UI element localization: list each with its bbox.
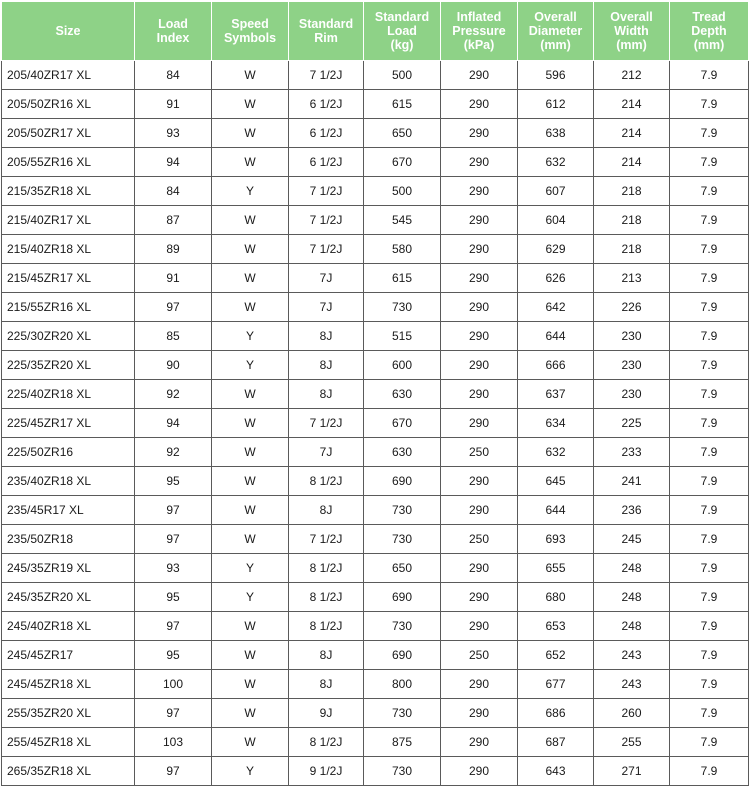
column-header-tread-depth: Tread Depth (mm) <box>670 2 749 61</box>
overall-width-cell: 218 <box>594 235 670 264</box>
table-row <box>2 148 749 177</box>
tread-depth-cell: 7.9 <box>670 583 749 612</box>
inflated-pressure-cell: 290 <box>441 757 518 786</box>
standard-rim-cell: 8 1/2J <box>289 728 364 757</box>
overall-diameter-cell: 637 <box>518 380 594 409</box>
overall-diameter-cell: 643 <box>518 757 594 786</box>
load-index-cell: 97 <box>135 757 212 786</box>
overall-width-cell: 214 <box>594 90 670 119</box>
overall-width-cell: 255 <box>594 728 670 757</box>
column-header-load-index: Load Index <box>135 2 212 61</box>
table-row <box>2 554 749 583</box>
standard-load-cell: 500 <box>364 61 441 90</box>
speed-symbol-cell: W <box>212 699 289 728</box>
standard-load-cell: 500 <box>364 177 441 206</box>
tread-depth-cell: 7.9 <box>670 322 749 351</box>
inflated-pressure-cell: 290 <box>441 119 518 148</box>
standard-rim-cell: 8J <box>289 322 364 351</box>
tread-depth-cell: 7.9 <box>670 119 749 148</box>
speed-symbol-cell: Y <box>212 583 289 612</box>
overall-diameter-cell: 632 <box>518 438 594 467</box>
standard-load-cell: 730 <box>364 699 441 728</box>
size-cell: 235/40ZR18 XL <box>2 467 135 496</box>
inflated-pressure-cell: 290 <box>441 583 518 612</box>
standard-rim-cell: 8J <box>289 380 364 409</box>
speed-symbol-cell: W <box>212 148 289 177</box>
overall-width-cell: 233 <box>594 438 670 467</box>
tread-depth-cell: 7.9 <box>670 264 749 293</box>
tread-depth-cell: 7.9 <box>670 525 749 554</box>
table-row <box>2 206 749 235</box>
standard-load-cell: 630 <box>364 380 441 409</box>
tread-depth-cell: 7.9 <box>670 177 749 206</box>
size-cell: 215/40ZR17 XL <box>2 206 135 235</box>
size-cell: 245/40ZR18 XL <box>2 612 135 641</box>
tread-depth-cell: 7.9 <box>670 206 749 235</box>
table-body <box>2 61 749 786</box>
tread-depth-cell: 7.9 <box>670 670 749 699</box>
inflated-pressure-cell: 290 <box>441 380 518 409</box>
standard-load-cell: 615 <box>364 90 441 119</box>
table-row <box>2 409 749 438</box>
standard-rim-cell: 7J <box>289 438 364 467</box>
table-row <box>2 380 749 409</box>
load-index-cell: 92 <box>135 438 212 467</box>
table-row <box>2 496 749 525</box>
overall-width-cell: 230 <box>594 322 670 351</box>
tread-depth-cell: 7.9 <box>670 90 749 119</box>
standard-load-cell: 875 <box>364 728 441 757</box>
load-index-cell: 87 <box>135 206 212 235</box>
overall-diameter-cell: 666 <box>518 351 594 380</box>
table-row <box>2 90 749 119</box>
size-cell: 225/35ZR20 XL <box>2 351 135 380</box>
table-row <box>2 670 749 699</box>
load-index-cell: 103 <box>135 728 212 757</box>
size-cell: 215/45ZR17 XL <box>2 264 135 293</box>
size-cell: 255/35ZR20 XL <box>2 699 135 728</box>
overall-diameter-cell: 638 <box>518 119 594 148</box>
inflated-pressure-cell: 290 <box>441 728 518 757</box>
overall-diameter-cell: 634 <box>518 409 594 438</box>
load-index-cell: 94 <box>135 148 212 177</box>
speed-symbol-cell: W <box>212 206 289 235</box>
load-index-cell: 93 <box>135 554 212 583</box>
speed-symbol-cell: Y <box>212 322 289 351</box>
speed-symbol-cell: W <box>212 409 289 438</box>
overall-width-cell: 226 <box>594 293 670 322</box>
standard-rim-cell: 6 1/2J <box>289 148 364 177</box>
size-cell: 215/55ZR16 XL <box>2 293 135 322</box>
overall-diameter-cell: 652 <box>518 641 594 670</box>
load-index-cell: 95 <box>135 467 212 496</box>
inflated-pressure-cell: 290 <box>441 293 518 322</box>
load-index-cell: 94 <box>135 409 212 438</box>
overall-diameter-cell: 645 <box>518 467 594 496</box>
inflated-pressure-cell: 290 <box>441 90 518 119</box>
tread-depth-cell: 7.9 <box>670 641 749 670</box>
table-row <box>2 119 749 148</box>
size-cell: 245/45ZR17 <box>2 641 135 670</box>
standard-load-cell: 690 <box>364 583 441 612</box>
inflated-pressure-cell: 290 <box>441 206 518 235</box>
table-row <box>2 235 749 264</box>
load-index-cell: 92 <box>135 380 212 409</box>
size-cell: 245/35ZR19 XL <box>2 554 135 583</box>
overall-diameter-cell: 632 <box>518 148 594 177</box>
size-cell: 265/35ZR18 XL <box>2 757 135 786</box>
overall-diameter-cell: 653 <box>518 612 594 641</box>
speed-symbol-cell: W <box>212 380 289 409</box>
standard-rim-cell: 8 1/2J <box>289 467 364 496</box>
standard-rim-cell: 7 1/2J <box>289 177 364 206</box>
speed-symbol-cell: W <box>212 264 289 293</box>
inflated-pressure-cell: 250 <box>441 641 518 670</box>
tread-depth-cell: 7.9 <box>670 699 749 728</box>
tread-depth-cell: 7.9 <box>670 148 749 177</box>
table-row <box>2 728 749 757</box>
overall-width-cell: 213 <box>594 264 670 293</box>
speed-symbol-cell: W <box>212 119 289 148</box>
inflated-pressure-cell: 290 <box>441 554 518 583</box>
overall-diameter-cell: 693 <box>518 525 594 554</box>
size-cell: 215/40ZR18 XL <box>2 235 135 264</box>
size-cell: 215/35ZR18 XL <box>2 177 135 206</box>
overall-width-cell: 241 <box>594 467 670 496</box>
column-header-size: Size <box>2 2 135 61</box>
overall-width-cell: 248 <box>594 612 670 641</box>
standard-rim-cell: 7J <box>289 293 364 322</box>
load-index-cell: 84 <box>135 61 212 90</box>
table-row <box>2 583 749 612</box>
load-index-cell: 95 <box>135 641 212 670</box>
standard-load-cell: 670 <box>364 148 441 177</box>
load-index-cell: 97 <box>135 496 212 525</box>
overall-width-cell: 225 <box>594 409 670 438</box>
tread-depth-cell: 7.9 <box>670 757 749 786</box>
overall-diameter-cell: 604 <box>518 206 594 235</box>
standard-rim-cell: 7 1/2J <box>289 525 364 554</box>
inflated-pressure-cell: 290 <box>441 699 518 728</box>
load-index-cell: 91 <box>135 264 212 293</box>
speed-symbol-cell: W <box>212 235 289 264</box>
overall-width-cell: 243 <box>594 641 670 670</box>
speed-symbol-cell: W <box>212 293 289 322</box>
overall-diameter-cell: 677 <box>518 670 594 699</box>
speed-symbol-cell: W <box>212 438 289 467</box>
standard-rim-cell: 6 1/2J <box>289 90 364 119</box>
size-cell: 245/45ZR18 XL <box>2 670 135 699</box>
table-row <box>2 612 749 641</box>
tread-depth-cell: 7.9 <box>670 467 749 496</box>
load-index-cell: 97 <box>135 612 212 641</box>
overall-diameter-cell: 687 <box>518 728 594 757</box>
table-header <box>2 2 749 61</box>
overall-width-cell: 230 <box>594 380 670 409</box>
standard-load-cell: 650 <box>364 119 441 148</box>
standard-rim-cell: 8J <box>289 670 364 699</box>
tire-spec-table <box>1 1 749 786</box>
standard-load-cell: 630 <box>364 438 441 467</box>
size-cell: 235/45R17 XL <box>2 496 135 525</box>
size-cell: 225/40ZR18 XL <box>2 380 135 409</box>
tread-depth-cell: 7.9 <box>670 728 749 757</box>
standard-rim-cell: 7 1/2J <box>289 409 364 438</box>
overall-diameter-cell: 596 <box>518 61 594 90</box>
standard-load-cell: 515 <box>364 322 441 351</box>
table-row <box>2 525 749 554</box>
overall-width-cell: 245 <box>594 525 670 554</box>
size-cell: 225/45ZR17 XL <box>2 409 135 438</box>
speed-symbol-cell: W <box>212 467 289 496</box>
column-header-speed-symbols: Speed Symbols <box>212 2 289 61</box>
size-cell: 205/50ZR16 XL <box>2 90 135 119</box>
tread-depth-cell: 7.9 <box>670 351 749 380</box>
standard-load-cell: 615 <box>364 264 441 293</box>
tread-depth-cell: 7.9 <box>670 496 749 525</box>
load-index-cell: 85 <box>135 322 212 351</box>
column-header-inflated-pressure: Inflated Pressure (kPa) <box>441 2 518 61</box>
inflated-pressure-cell: 290 <box>441 264 518 293</box>
inflated-pressure-cell: 290 <box>441 61 518 90</box>
table-row <box>2 351 749 380</box>
standard-rim-cell: 9J <box>289 699 364 728</box>
load-index-cell: 90 <box>135 351 212 380</box>
standard-load-cell: 690 <box>364 641 441 670</box>
size-cell: 245/35ZR20 XL <box>2 583 135 612</box>
overall-width-cell: 260 <box>594 699 670 728</box>
inflated-pressure-cell: 290 <box>441 177 518 206</box>
size-cell: 205/55ZR16 XL <box>2 148 135 177</box>
standard-load-cell: 730 <box>364 612 441 641</box>
tread-depth-cell: 7.9 <box>670 380 749 409</box>
speed-symbol-cell: W <box>212 641 289 670</box>
inflated-pressure-cell: 290 <box>441 670 518 699</box>
inflated-pressure-cell: 290 <box>441 235 518 264</box>
standard-rim-cell: 8 1/2J <box>289 554 364 583</box>
load-index-cell: 89 <box>135 235 212 264</box>
size-cell: 225/30ZR20 XL <box>2 322 135 351</box>
table-row <box>2 293 749 322</box>
load-index-cell: 97 <box>135 699 212 728</box>
overall-width-cell: 230 <box>594 351 670 380</box>
table-row <box>2 264 749 293</box>
tread-depth-cell: 7.9 <box>670 61 749 90</box>
standard-load-cell: 545 <box>364 206 441 235</box>
speed-symbol-cell: Y <box>212 554 289 583</box>
overall-width-cell: 248 <box>594 554 670 583</box>
overall-diameter-cell: 655 <box>518 554 594 583</box>
overall-width-cell: 218 <box>594 206 670 235</box>
speed-symbol-cell: W <box>212 61 289 90</box>
overall-width-cell: 248 <box>594 583 670 612</box>
speed-symbol-cell: W <box>212 496 289 525</box>
speed-symbol-cell: Y <box>212 351 289 380</box>
load-index-cell: 95 <box>135 583 212 612</box>
speed-symbol-cell: Y <box>212 177 289 206</box>
overall-diameter-cell: 644 <box>518 496 594 525</box>
overall-width-cell: 243 <box>594 670 670 699</box>
column-header-standard-rim: Standard Rim <box>289 2 364 61</box>
overall-diameter-cell: 612 <box>518 90 594 119</box>
standard-load-cell: 800 <box>364 670 441 699</box>
inflated-pressure-cell: 250 <box>441 525 518 554</box>
tread-depth-cell: 7.9 <box>670 293 749 322</box>
size-cell: 255/45ZR18 XL <box>2 728 135 757</box>
size-cell: 205/40ZR17 XL <box>2 61 135 90</box>
overall-diameter-cell: 644 <box>518 322 594 351</box>
standard-load-cell: 600 <box>364 351 441 380</box>
standard-load-cell: 730 <box>364 757 441 786</box>
standard-rim-cell: 6 1/2J <box>289 119 364 148</box>
inflated-pressure-cell: 290 <box>441 467 518 496</box>
overall-diameter-cell: 680 <box>518 583 594 612</box>
inflated-pressure-cell: 250 <box>441 438 518 467</box>
standard-rim-cell: 8J <box>289 641 364 670</box>
load-index-cell: 97 <box>135 525 212 554</box>
inflated-pressure-cell: 290 <box>441 148 518 177</box>
tread-depth-cell: 7.9 <box>670 409 749 438</box>
standard-load-cell: 650 <box>364 554 441 583</box>
overall-diameter-cell: 686 <box>518 699 594 728</box>
table-row <box>2 699 749 728</box>
overall-width-cell: 218 <box>594 177 670 206</box>
speed-symbol-cell: W <box>212 612 289 641</box>
overall-width-cell: 236 <box>594 496 670 525</box>
inflated-pressure-cell: 290 <box>441 612 518 641</box>
standard-rim-cell: 8 1/2J <box>289 583 364 612</box>
speed-symbol-cell: W <box>212 728 289 757</box>
standard-rim-cell: 7J <box>289 264 364 293</box>
table-row <box>2 757 749 786</box>
standard-rim-cell: 8 1/2J <box>289 612 364 641</box>
standard-load-cell: 730 <box>364 525 441 554</box>
overall-diameter-cell: 607 <box>518 177 594 206</box>
header-row <box>2 2 749 61</box>
speed-symbol-cell: W <box>212 90 289 119</box>
tread-depth-cell: 7.9 <box>670 554 749 583</box>
tread-depth-cell: 7.9 <box>670 235 749 264</box>
overall-width-cell: 212 <box>594 61 670 90</box>
speed-symbol-cell: W <box>212 525 289 554</box>
overall-diameter-cell: 626 <box>518 264 594 293</box>
table-row <box>2 467 749 496</box>
table-row <box>2 177 749 206</box>
standard-rim-cell: 7 1/2J <box>289 206 364 235</box>
inflated-pressure-cell: 290 <box>441 351 518 380</box>
standard-load-cell: 670 <box>364 409 441 438</box>
overall-width-cell: 271 <box>594 757 670 786</box>
table-row <box>2 322 749 351</box>
overall-width-cell: 214 <box>594 119 670 148</box>
inflated-pressure-cell: 290 <box>441 409 518 438</box>
tread-depth-cell: 7.9 <box>670 612 749 641</box>
inflated-pressure-cell: 290 <box>441 496 518 525</box>
overall-width-cell: 214 <box>594 148 670 177</box>
column-header-overall-diameter: Overall Diameter (mm) <box>518 2 594 61</box>
load-index-cell: 91 <box>135 90 212 119</box>
standard-load-cell: 580 <box>364 235 441 264</box>
column-header-standard-load: Standard Load (kg) <box>364 2 441 61</box>
overall-diameter-cell: 629 <box>518 235 594 264</box>
standard-rim-cell: 7 1/2J <box>289 235 364 264</box>
column-header-overall-width: Overall Width (mm) <box>594 2 670 61</box>
size-cell: 235/50ZR18 <box>2 525 135 554</box>
load-index-cell: 84 <box>135 177 212 206</box>
standard-rim-cell: 7 1/2J <box>289 61 364 90</box>
table-row <box>2 61 749 90</box>
table-row <box>2 438 749 467</box>
tread-depth-cell: 7.9 <box>670 438 749 467</box>
load-index-cell: 93 <box>135 119 212 148</box>
load-index-cell: 100 <box>135 670 212 699</box>
standard-rim-cell: 8J <box>289 351 364 380</box>
table-row <box>2 641 749 670</box>
size-cell: 225/50ZR16 <box>2 438 135 467</box>
standard-load-cell: 690 <box>364 467 441 496</box>
overall-diameter-cell: 642 <box>518 293 594 322</box>
speed-symbol-cell: Y <box>212 757 289 786</box>
speed-symbol-cell: W <box>212 670 289 699</box>
inflated-pressure-cell: 290 <box>441 322 518 351</box>
size-cell: 205/50ZR17 XL <box>2 119 135 148</box>
load-index-cell: 97 <box>135 293 212 322</box>
standard-rim-cell: 9 1/2J <box>289 757 364 786</box>
standard-load-cell: 730 <box>364 293 441 322</box>
standard-rim-cell: 8J <box>289 496 364 525</box>
standard-load-cell: 730 <box>364 496 441 525</box>
